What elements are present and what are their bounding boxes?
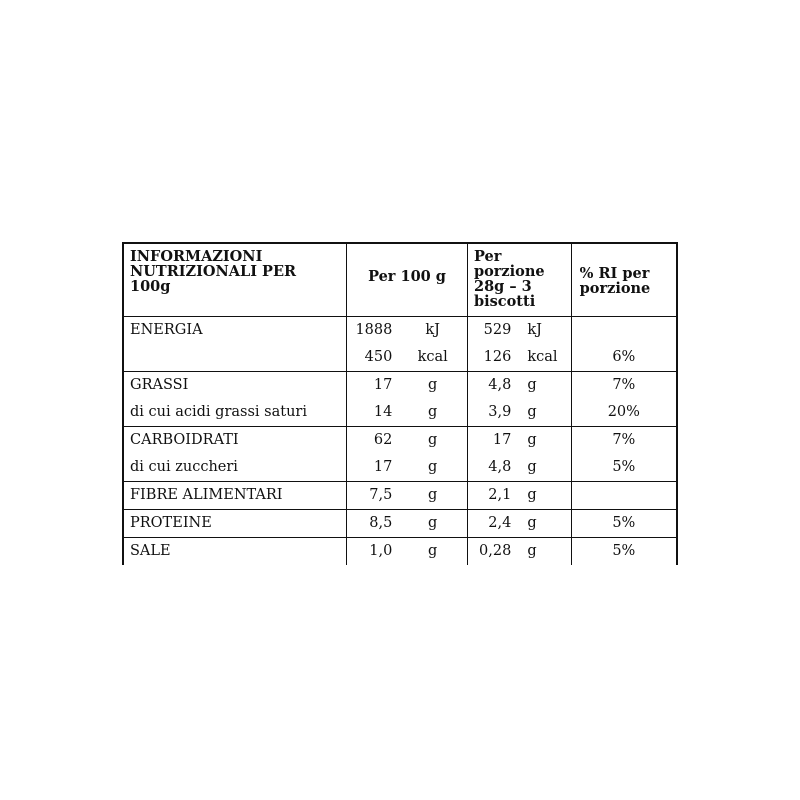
unit-per-100g: g: [398, 454, 467, 482]
unit-per-100g: kJ: [398, 317, 467, 345]
nutrient-name: PROTEINE: [123, 510, 347, 538]
unit-per-portion: g: [519, 482, 571, 510]
nutrition-facts-table: [122, 242, 678, 565]
ri-percent: [571, 482, 677, 510]
table-row: [123, 399, 677, 427]
value-per-100g: 450: [347, 344, 399, 372]
unit-per-100g: g: [398, 510, 467, 538]
value-per-portion: 2,4: [467, 510, 519, 538]
table-row: [123, 482, 677, 510]
nutrient-name: di cui acidi grassi saturi: [123, 399, 347, 427]
value-per-100g: 1888: [355, 322, 393, 338]
unit-per-100g: kcal: [398, 344, 467, 372]
ri-percent: [571, 317, 677, 345]
unit-per-100g: g: [398, 427, 467, 455]
value-per-100g: 14: [347, 399, 399, 427]
value-per-100g: 8,5: [347, 510, 399, 538]
table-header-row: [123, 243, 677, 317]
value-per-portion: 17: [492, 432, 512, 448]
nutrient-name: [123, 344, 347, 372]
value-per-100g: 1,0: [369, 543, 393, 559]
unit-per-portion: g: [519, 454, 571, 482]
value-per-100g: 17: [347, 454, 399, 482]
ri-percent: 7%: [571, 372, 677, 400]
value-per-100g: 7,5: [347, 482, 399, 510]
nutrient-name: ENERGIA: [123, 317, 347, 345]
ri-percent: 5%: [571, 454, 677, 482]
nutrient-name: GRASSI: [123, 372, 347, 400]
ri-percent: 5%: [571, 538, 677, 566]
value-per-portion: 2,1: [467, 482, 519, 510]
ri-percent: 20%: [571, 399, 677, 427]
unit-per-portion: g: [519, 427, 571, 455]
table-row: [123, 317, 677, 345]
table-row: [123, 372, 677, 400]
header-nutrition-info: INFORMAZIONI NUTRIZIONALI PER 100g: [123, 243, 347, 317]
unit-per-portion: kJ: [519, 317, 571, 345]
unit-per-100g: g: [398, 399, 467, 427]
unit-per-100g: g: [398, 482, 467, 510]
nutrient-name: FIBRE ALIMENTARI: [123, 482, 347, 510]
value-per-portion: 126: [467, 344, 519, 372]
nutrient-name: SALE: [123, 538, 347, 566]
ri-percent: 7%: [571, 427, 677, 455]
value-per-100g: 62: [373, 432, 393, 448]
ri-percent: 6%: [571, 344, 677, 372]
unit-per-portion: g: [519, 538, 571, 566]
value-per-100g: 17: [373, 377, 393, 393]
header-ri-per-portion: % RI per porzione: [571, 243, 677, 317]
value-per-portion: 0,28: [479, 543, 512, 559]
value-per-portion: 529: [483, 322, 512, 338]
nutrient-name: CARBOIDRATI: [123, 427, 347, 455]
unit-per-portion: g: [519, 372, 571, 400]
table-row: [123, 454, 677, 482]
unit-per-portion: kcal: [519, 344, 571, 372]
table-row: [123, 344, 677, 372]
header-per-100g: Per 100 g: [347, 243, 468, 317]
unit-per-100g: g: [398, 372, 467, 400]
value-per-portion: 4,8: [467, 454, 519, 482]
ri-percent: 5%: [571, 510, 677, 538]
unit-per-portion: g: [519, 510, 571, 538]
nutrition-facts-table-container: [122, 242, 678, 565]
value-per-portion: 3,9: [467, 399, 519, 427]
nutrient-name: di cui zuccheri: [123, 454, 347, 482]
value-per-portion: 4,8: [488, 377, 512, 393]
table-row: [123, 510, 677, 538]
unit-per-portion: g: [519, 399, 571, 427]
table-row: [123, 427, 677, 455]
unit-per-100g: g: [398, 538, 467, 566]
table-row: [123, 538, 677, 566]
header-per-portion: Per porzione 28g – 3 biscotti: [467, 243, 571, 317]
